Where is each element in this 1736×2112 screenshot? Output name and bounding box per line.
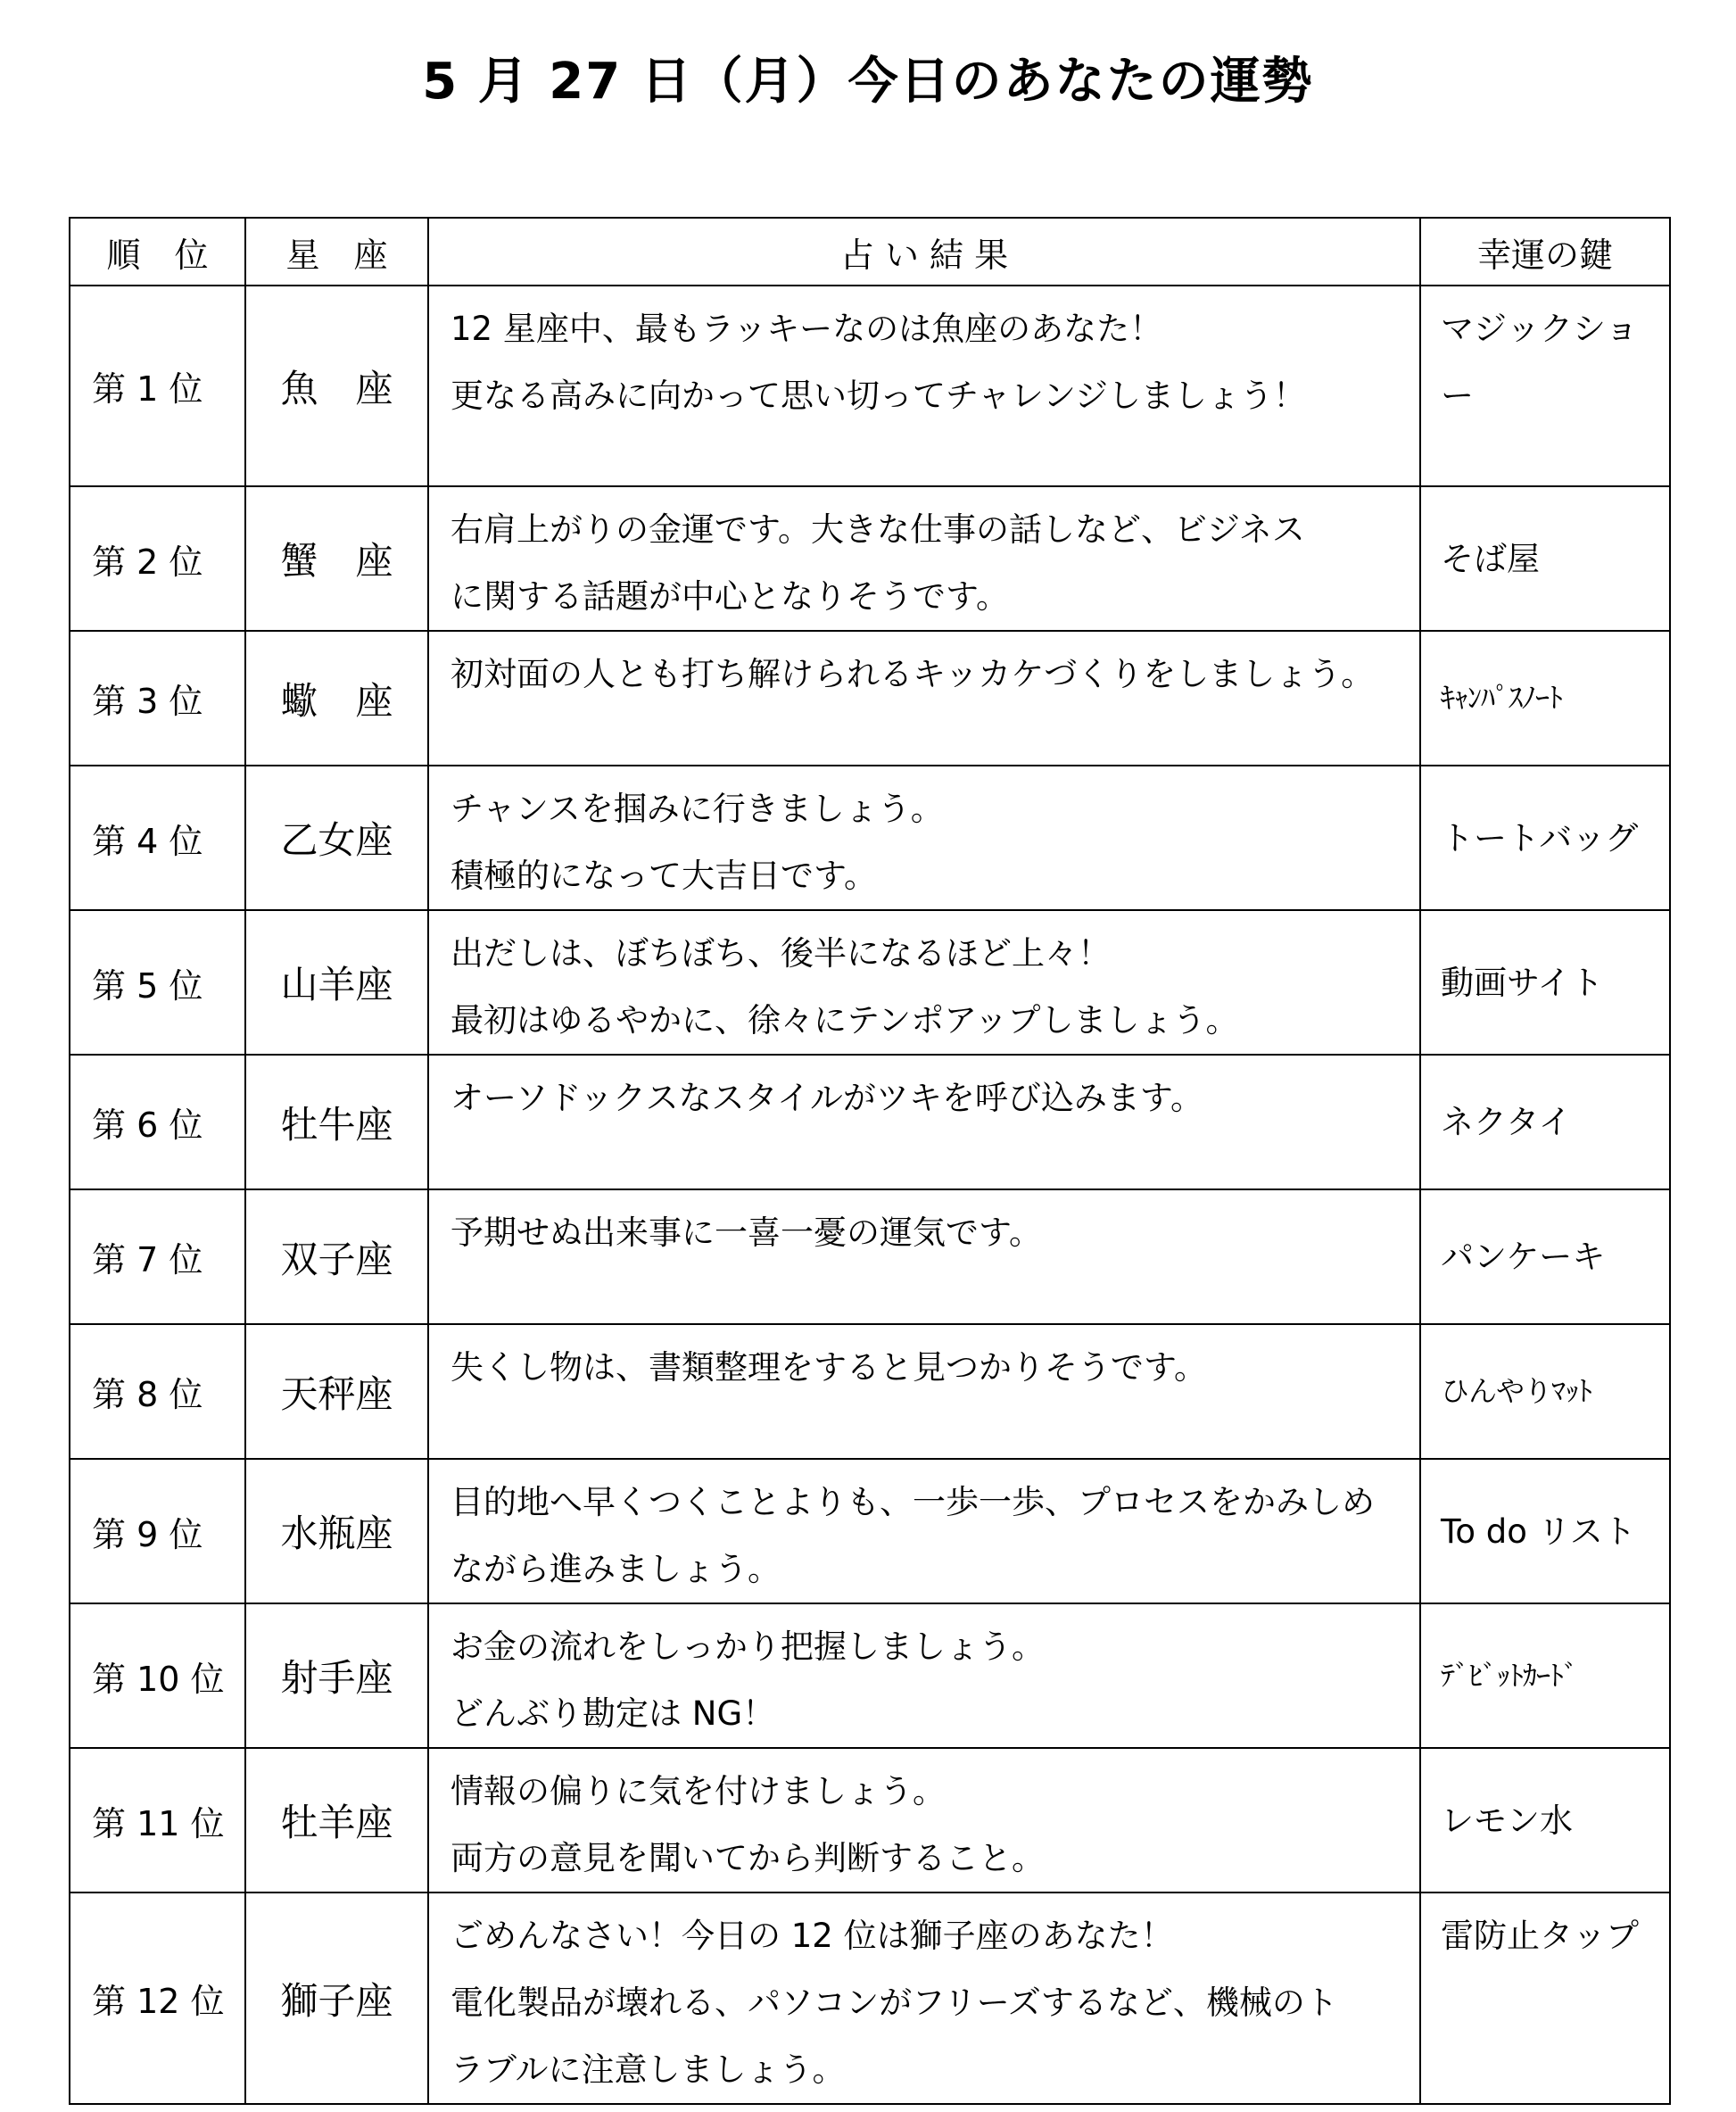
result-cell bbox=[428, 766, 1420, 910]
sign-cell: 牡牛座 bbox=[245, 1055, 428, 1189]
lucky-key-cell: 動画サイト bbox=[1420, 910, 1670, 1055]
lucky-key-cell: ﾃﾞﾋﾞｯﾄｶｰﾄﾞ bbox=[1420, 1603, 1670, 1748]
result-line: オーソドックスなスタイルがツキを呼び込みます。 bbox=[451, 1079, 1203, 1117]
rank-cell: 第 4 位 bbox=[70, 766, 245, 910]
rank-cell: 第 12 位 bbox=[70, 1893, 245, 2104]
table-row bbox=[70, 1459, 1670, 1603]
lucky-key-cell: ｷｬﾝﾊﾟｽﾉｰﾄ bbox=[1420, 631, 1670, 766]
sign-cell: 蟹 座 bbox=[245, 486, 428, 631]
lucky-key-cell: そば屋 bbox=[1420, 486, 1670, 631]
table-row bbox=[70, 1893, 1670, 2104]
sign-cell: 蠍 座 bbox=[245, 631, 428, 766]
sign-cell: 魚 座 bbox=[245, 286, 428, 486]
lucky-key-cell: To do リスト bbox=[1420, 1459, 1670, 1603]
result-cell bbox=[428, 1748, 1420, 1893]
rank-cell: 第 9 位 bbox=[70, 1459, 245, 1603]
table-row bbox=[70, 1748, 1670, 1893]
result-cell bbox=[428, 1603, 1420, 1748]
rank-cell: 第 5 位 bbox=[70, 910, 245, 1055]
result-line: 積極的になって大吉日です。 bbox=[451, 857, 878, 895]
table-row bbox=[70, 631, 1670, 766]
page-title: 5 月 27 日（月）今日のあなたの運勢 bbox=[422, 53, 1314, 111]
lucky-key-cell: ひんやりﾏｯﾄ bbox=[1420, 1324, 1670, 1459]
result-line: 失くし物は、書類整理をすると見つかりそうです。 bbox=[451, 1348, 1208, 1387]
lucky-key-cell: レモン水 bbox=[1420, 1748, 1670, 1893]
result-line: ながら進みましょう。 bbox=[451, 1550, 781, 1588]
result-cell bbox=[428, 1324, 1420, 1459]
rank-cell: 第 3 位 bbox=[70, 631, 245, 766]
table-row bbox=[70, 486, 1670, 631]
result-cell bbox=[428, 1459, 1420, 1603]
lucky-key-cell: トートバッグ bbox=[1420, 766, 1670, 910]
rank-cell: 第 7 位 bbox=[70, 1189, 245, 1324]
table-row bbox=[70, 1189, 1670, 1324]
result-line: 初対面の人とも打ち解けられるキッカケづくりをしましょう。 bbox=[451, 655, 1375, 693]
fortune-table bbox=[69, 217, 1671, 2105]
result-line: 出だしは、ぼちぼち、後半になるほど上々！ bbox=[451, 934, 1111, 973]
result-cell bbox=[428, 910, 1420, 1055]
header-rank: 順 位 bbox=[70, 218, 245, 286]
result-line: お金の流れをしっかり把握しましょう。 bbox=[451, 1627, 1045, 1666]
result-line: 最初はゆるやかに、徐々にテンポアップしましょう。 bbox=[451, 1001, 1239, 1039]
result-line: 両方の意見を聞いてから判断すること。 bbox=[451, 1839, 1045, 1877]
sign-cell: 山羊座 bbox=[245, 910, 428, 1055]
table-row bbox=[70, 1603, 1670, 1748]
result-cell bbox=[428, 631, 1420, 766]
result-line: 12 星座中、最もラッキーなのは魚座のあなた！ bbox=[451, 310, 1163, 348]
result-line: どんぶり勘定は NG！ bbox=[451, 1694, 776, 1733]
sign-cell: 双子座 bbox=[245, 1189, 428, 1324]
table-header-row bbox=[70, 218, 1670, 286]
lucky-key-cell: マジックショー bbox=[1420, 286, 1670, 486]
result-line: に関する話題が中心となりそうです。 bbox=[451, 577, 1010, 616]
result-cell bbox=[428, 286, 1420, 486]
rank-cell: 第 2 位 bbox=[70, 486, 245, 631]
result-line: ごめんなさい！今日の 12 位は獅子座のあなた！ bbox=[451, 1917, 1174, 1955]
rank-cell: 第 11 位 bbox=[70, 1748, 245, 1893]
header-sign: 星 座 bbox=[245, 218, 428, 286]
result-cell bbox=[428, 1893, 1420, 2104]
sign-cell: 牡羊座 bbox=[245, 1748, 428, 1893]
rank-cell: 第 6 位 bbox=[70, 1055, 245, 1189]
lucky-key-cell: 雷防止タップ bbox=[1420, 1893, 1670, 2104]
result-cell bbox=[428, 486, 1420, 631]
table-row bbox=[70, 1055, 1670, 1189]
header-result: 占 い 結 果 bbox=[428, 218, 1420, 286]
sign-cell: 獅子座 bbox=[245, 1893, 428, 2104]
lucky-key-cell: ネクタイ bbox=[1420, 1055, 1670, 1189]
sign-cell: 水瓶座 bbox=[245, 1459, 428, 1603]
result-cell bbox=[428, 1189, 1420, 1324]
result-line: 情報の偏りに気を付けましょう。 bbox=[451, 1772, 946, 1810]
sign-cell: 天秤座 bbox=[245, 1324, 428, 1459]
sign-cell: 射手座 bbox=[245, 1603, 428, 1748]
result-line: 目的地へ早くつくことよりも、一歩一歩、プロセスをかみしめ bbox=[451, 1483, 1375, 1521]
table-row bbox=[70, 286, 1670, 486]
sign-cell: 乙女座 bbox=[245, 766, 428, 910]
rank-cell: 第 8 位 bbox=[70, 1324, 245, 1459]
table-row bbox=[70, 1324, 1670, 1459]
result-line: ラブルに注意しましょう。 bbox=[451, 2050, 846, 2089]
header-key: 幸運の鍵 bbox=[1420, 218, 1670, 286]
result-line: チャンスを掴みに行きましょう。 bbox=[451, 790, 944, 828]
rank-cell: 第 1 位 bbox=[70, 286, 245, 486]
lucky-key-cell: パンケーキ bbox=[1420, 1189, 1670, 1324]
table-row bbox=[70, 766, 1670, 910]
result-line: 右肩上がりの金運です。大きな仕事の話しなど、ビジネス bbox=[451, 510, 1305, 549]
result-line: 予期せぬ出来事に一喜一憂の運気です。 bbox=[451, 1213, 1043, 1252]
table-row bbox=[70, 910, 1670, 1055]
result-line: 更なる高みに向かって思い切ってチャレンジしましょう！ bbox=[451, 377, 1307, 415]
result-line: 電化製品が壊れる、パソコンがフリーズするなど、機械のト bbox=[451, 1984, 1338, 2022]
result-cell bbox=[428, 1055, 1420, 1189]
rank-cell: 第 10 位 bbox=[70, 1603, 245, 1748]
